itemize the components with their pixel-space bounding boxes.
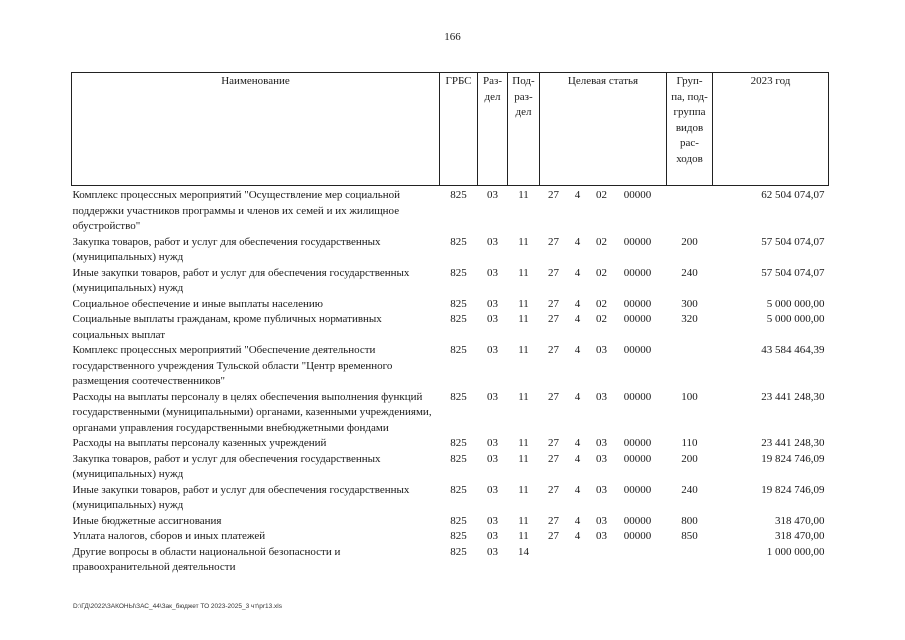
row-razdel: 03 <box>487 313 498 325</box>
row-podrazdel: 14 <box>518 545 529 558</box>
row-podrazdel: 11 <box>518 452 529 465</box>
row-razdel: 03 <box>487 344 498 356</box>
row-razdel: 03 <box>487 483 498 496</box>
row-expense-group: 800 <box>681 514 698 527</box>
header-name: Наименование <box>72 73 440 186</box>
header-year-2023: 2023 год <box>713 73 829 186</box>
target-article-part: 02 <box>596 189 607 201</box>
row-name: Расходы на выплаты персоналу в целях обеспечения выполнения функций государственными (муниципальными) органами, казенными учреждениями, органами управления государственными внебюджетными фондами <box>72 390 432 434</box>
row-grbs: 825 <box>450 437 467 449</box>
target-article-part: 27 <box>548 390 559 403</box>
row-target-article <box>540 436 667 452</box>
row-podrazdel: 11 <box>518 189 529 201</box>
target-article-part: 00000 <box>623 297 652 310</box>
target-article-part: 4 <box>574 189 581 201</box>
target-article-part: 4 <box>574 514 581 527</box>
target-article-part: 03 <box>596 514 607 527</box>
row-grbs: 825 <box>450 344 467 356</box>
target-article-part: 27 <box>548 297 559 310</box>
table-row <box>72 343 829 390</box>
target-article-part: 27 <box>548 530 559 542</box>
target-article-part: 27 <box>548 344 559 356</box>
target-article-part: 02 <box>596 313 607 325</box>
table-row <box>72 186 829 235</box>
target-article-part: 00000 <box>623 390 652 403</box>
row-grbs: 825 <box>450 545 467 558</box>
row-grbs: 825 <box>450 235 467 248</box>
row-expense-group: 100 <box>681 390 698 403</box>
row-expense-group: 320 <box>681 313 698 325</box>
row-razdel: 03 <box>487 266 498 279</box>
row-name: Комплекс процессных мероприятий "Обеспечение деятельности государственного учреждения Тульской области "Центр временного размещения соотечественников" <box>72 344 393 387</box>
row-target-article <box>540 483 667 514</box>
target-article-part: 03 <box>596 344 607 356</box>
row-expense-group <box>667 545 713 576</box>
row-grbs: 825 <box>450 390 467 403</box>
row-target-article <box>540 312 667 343</box>
row-podrazdel: 11 <box>518 297 529 310</box>
row-target-article <box>540 235 667 266</box>
target-article-part: 03 <box>596 390 607 403</box>
row-podrazdel: 11 <box>518 514 529 527</box>
target-article-part: 27 <box>548 313 559 325</box>
row-razdel: 03 <box>487 235 498 248</box>
row-podrazdel: 11 <box>518 530 529 542</box>
row-grbs: 825 <box>450 189 467 201</box>
target-article-part: 4 <box>574 266 581 279</box>
row-target-article <box>540 514 667 530</box>
row-razdel: 03 <box>487 189 498 201</box>
target-article-part: 03 <box>596 437 607 449</box>
target-article-part: 4 <box>574 344 581 356</box>
target-article-part: 27 <box>548 266 559 279</box>
row-grbs: 825 <box>450 530 467 542</box>
target-article-part: 00000 <box>623 189 652 201</box>
row-target-article <box>540 297 667 313</box>
row-sum-2023: 57 504 074,07 <box>761 266 825 279</box>
row-sum-2023: 19 824 746,09 <box>761 452 825 465</box>
target-article-part: 4 <box>574 530 581 542</box>
target-article-part: 03 <box>596 452 607 465</box>
row-razdel: 03 <box>487 530 498 542</box>
row-name: Закупка товаров, работ и услуг для обеспечения государственных (муниципальных) нужд <box>72 452 381 480</box>
page-number: 166 <box>444 31 461 43</box>
table-row <box>72 266 829 297</box>
target-article-part: 00000 <box>623 514 652 527</box>
target-article-part: 4 <box>574 390 581 403</box>
row-expense-group: 240 <box>681 266 698 279</box>
row-sum-2023: 5 000 000,00 <box>766 297 825 310</box>
row-name: Другие вопросы в области национальной безопасности и правоохранительной деятельности <box>72 545 341 573</box>
row-sum-2023: 1 000 000,00 <box>766 545 825 558</box>
row-target-article <box>540 186 667 235</box>
table-row <box>72 436 829 452</box>
row-expense-group: 200 <box>681 452 698 465</box>
budget-table <box>71 72 829 576</box>
row-sum-2023: 318 470,00 <box>775 514 825 527</box>
target-article-part: 00000 <box>623 266 652 279</box>
row-name: Иные закупки товаров, работ и услуг для обеспечения государственных (муниципальных) нужд <box>72 483 410 511</box>
row-sum-2023: 318 470,00 <box>775 530 825 542</box>
target-article-part: 03 <box>596 483 607 496</box>
table-row <box>72 483 829 514</box>
table-row <box>72 235 829 266</box>
header-razdel: Раз- дел <box>478 73 508 186</box>
target-article-part: 4 <box>574 437 581 449</box>
row-sum-2023: 23 441 248,30 <box>761 390 825 403</box>
table-row <box>72 312 829 343</box>
table-row <box>72 390 829 437</box>
target-article-part: 27 <box>548 514 559 527</box>
row-podrazdel: 11 <box>518 344 529 356</box>
row-target-article <box>540 545 667 576</box>
target-article-part: 27 <box>548 483 559 496</box>
row-name: Социальные выплаты гражданам, кроме публичных нормативных социальных выплат <box>72 313 382 341</box>
row-target-article <box>540 266 667 297</box>
row-name: Уплата налогов, сборов и иных платежей <box>72 530 266 542</box>
target-article-part: 4 <box>574 483 581 496</box>
row-razdel: 03 <box>487 437 498 449</box>
row-grbs: 825 <box>450 297 467 310</box>
row-target-article <box>540 529 667 545</box>
header-expense-group: Груп- па, под- группа видов рас- ходов <box>667 73 713 186</box>
header-target-article: Целевая статья <box>540 73 667 186</box>
header-grbs: ГРБС <box>440 73 478 186</box>
row-sum-2023: 19 824 746,09 <box>761 483 825 496</box>
target-article-part: 00000 <box>623 452 652 465</box>
file-path-footer: D:\ГД\2022\ЗАКОНЫ\ЗАС_44\Зак_бюджет ТО 2023-2025_3 чт\pr13.xls <box>73 603 282 610</box>
table-row <box>72 297 829 313</box>
row-sum-2023: 62 504 074,07 <box>761 189 825 201</box>
table-row <box>72 514 829 530</box>
row-name: Комплекс процессных мероприятий "Осуществление мер социальной поддержки участников программы и членов их семей и их жилищное обустройство" <box>72 189 401 232</box>
row-grbs: 825 <box>450 452 467 465</box>
row-podrazdel: 11 <box>518 483 529 496</box>
target-article-part: 02 <box>596 266 607 279</box>
target-article-part: 02 <box>596 297 607 310</box>
target-article-part: 4 <box>574 452 581 465</box>
target-article-part: 00000 <box>623 235 652 248</box>
row-razdel: 03 <box>487 514 498 527</box>
row-grbs: 825 <box>450 483 467 496</box>
row-expense-group: 240 <box>681 483 698 496</box>
row-expense-group: 110 <box>681 437 698 449</box>
row-expense-group: 200 <box>681 235 698 248</box>
row-name: Расходы на выплаты персоналу казенных учреждений <box>72 437 327 449</box>
row-expense-group <box>667 186 713 235</box>
row-target-article <box>540 390 667 437</box>
row-sum-2023: 5 000 000,00 <box>766 313 825 325</box>
target-article-part: 27 <box>548 189 559 201</box>
target-article-part: 00000 <box>623 483 652 496</box>
target-article-part: 00000 <box>623 344 652 356</box>
table-row <box>72 545 829 576</box>
row-razdel: 03 <box>487 297 498 310</box>
row-podrazdel: 11 <box>518 437 529 449</box>
target-article-part: 00000 <box>623 530 652 542</box>
row-podrazdel: 11 <box>518 266 529 279</box>
header-podrazdel: Под- раз- дел <box>508 73 540 186</box>
row-grbs: 825 <box>450 313 467 325</box>
row-sum-2023: 43 584 464,39 <box>761 344 825 356</box>
row-name: Иные бюджетные ассигнования <box>72 514 222 527</box>
row-name: Социальное обеспечение и иные выплаты населению <box>72 297 324 310</box>
target-article-part: 00000 <box>623 313 652 325</box>
target-article-part: 27 <box>548 235 559 248</box>
target-article-part: 00000 <box>623 437 652 449</box>
target-article-part: 4 <box>574 313 581 325</box>
row-podrazdel: 11 <box>518 313 529 325</box>
target-article-part: 27 <box>548 437 559 449</box>
row-razdel: 03 <box>487 452 498 465</box>
row-razdel: 03 <box>487 390 498 403</box>
row-podrazdel: 11 <box>518 235 529 248</box>
table-row <box>72 529 829 545</box>
row-razdel: 03 <box>487 545 498 558</box>
row-expense-group: 850 <box>681 530 698 542</box>
table-row <box>72 452 829 483</box>
target-article-part: 03 <box>596 530 607 542</box>
row-grbs: 825 <box>450 266 467 279</box>
row-sum-2023: 23 441 248,30 <box>761 437 825 449</box>
target-article-part: 02 <box>596 235 607 248</box>
row-name: Закупка товаров, работ и услуг для обеспечения государственных (муниципальных) нужд <box>72 235 381 263</box>
row-target-article <box>540 343 667 390</box>
row-expense-group <box>667 343 713 390</box>
row-podrazdel: 11 <box>518 390 529 403</box>
row-grbs: 825 <box>450 514 467 527</box>
row-name: Иные закупки товаров, работ и услуг для обеспечения государственных (муниципальных) нужд <box>72 266 410 294</box>
row-target-article <box>540 452 667 483</box>
row-expense-group: 300 <box>681 297 698 310</box>
target-article-part: 4 <box>574 297 581 310</box>
table-header-row <box>72 73 829 186</box>
row-sum-2023: 57 504 074,07 <box>761 235 825 248</box>
target-article-part: 4 <box>574 235 581 248</box>
target-article-part: 27 <box>548 452 559 465</box>
